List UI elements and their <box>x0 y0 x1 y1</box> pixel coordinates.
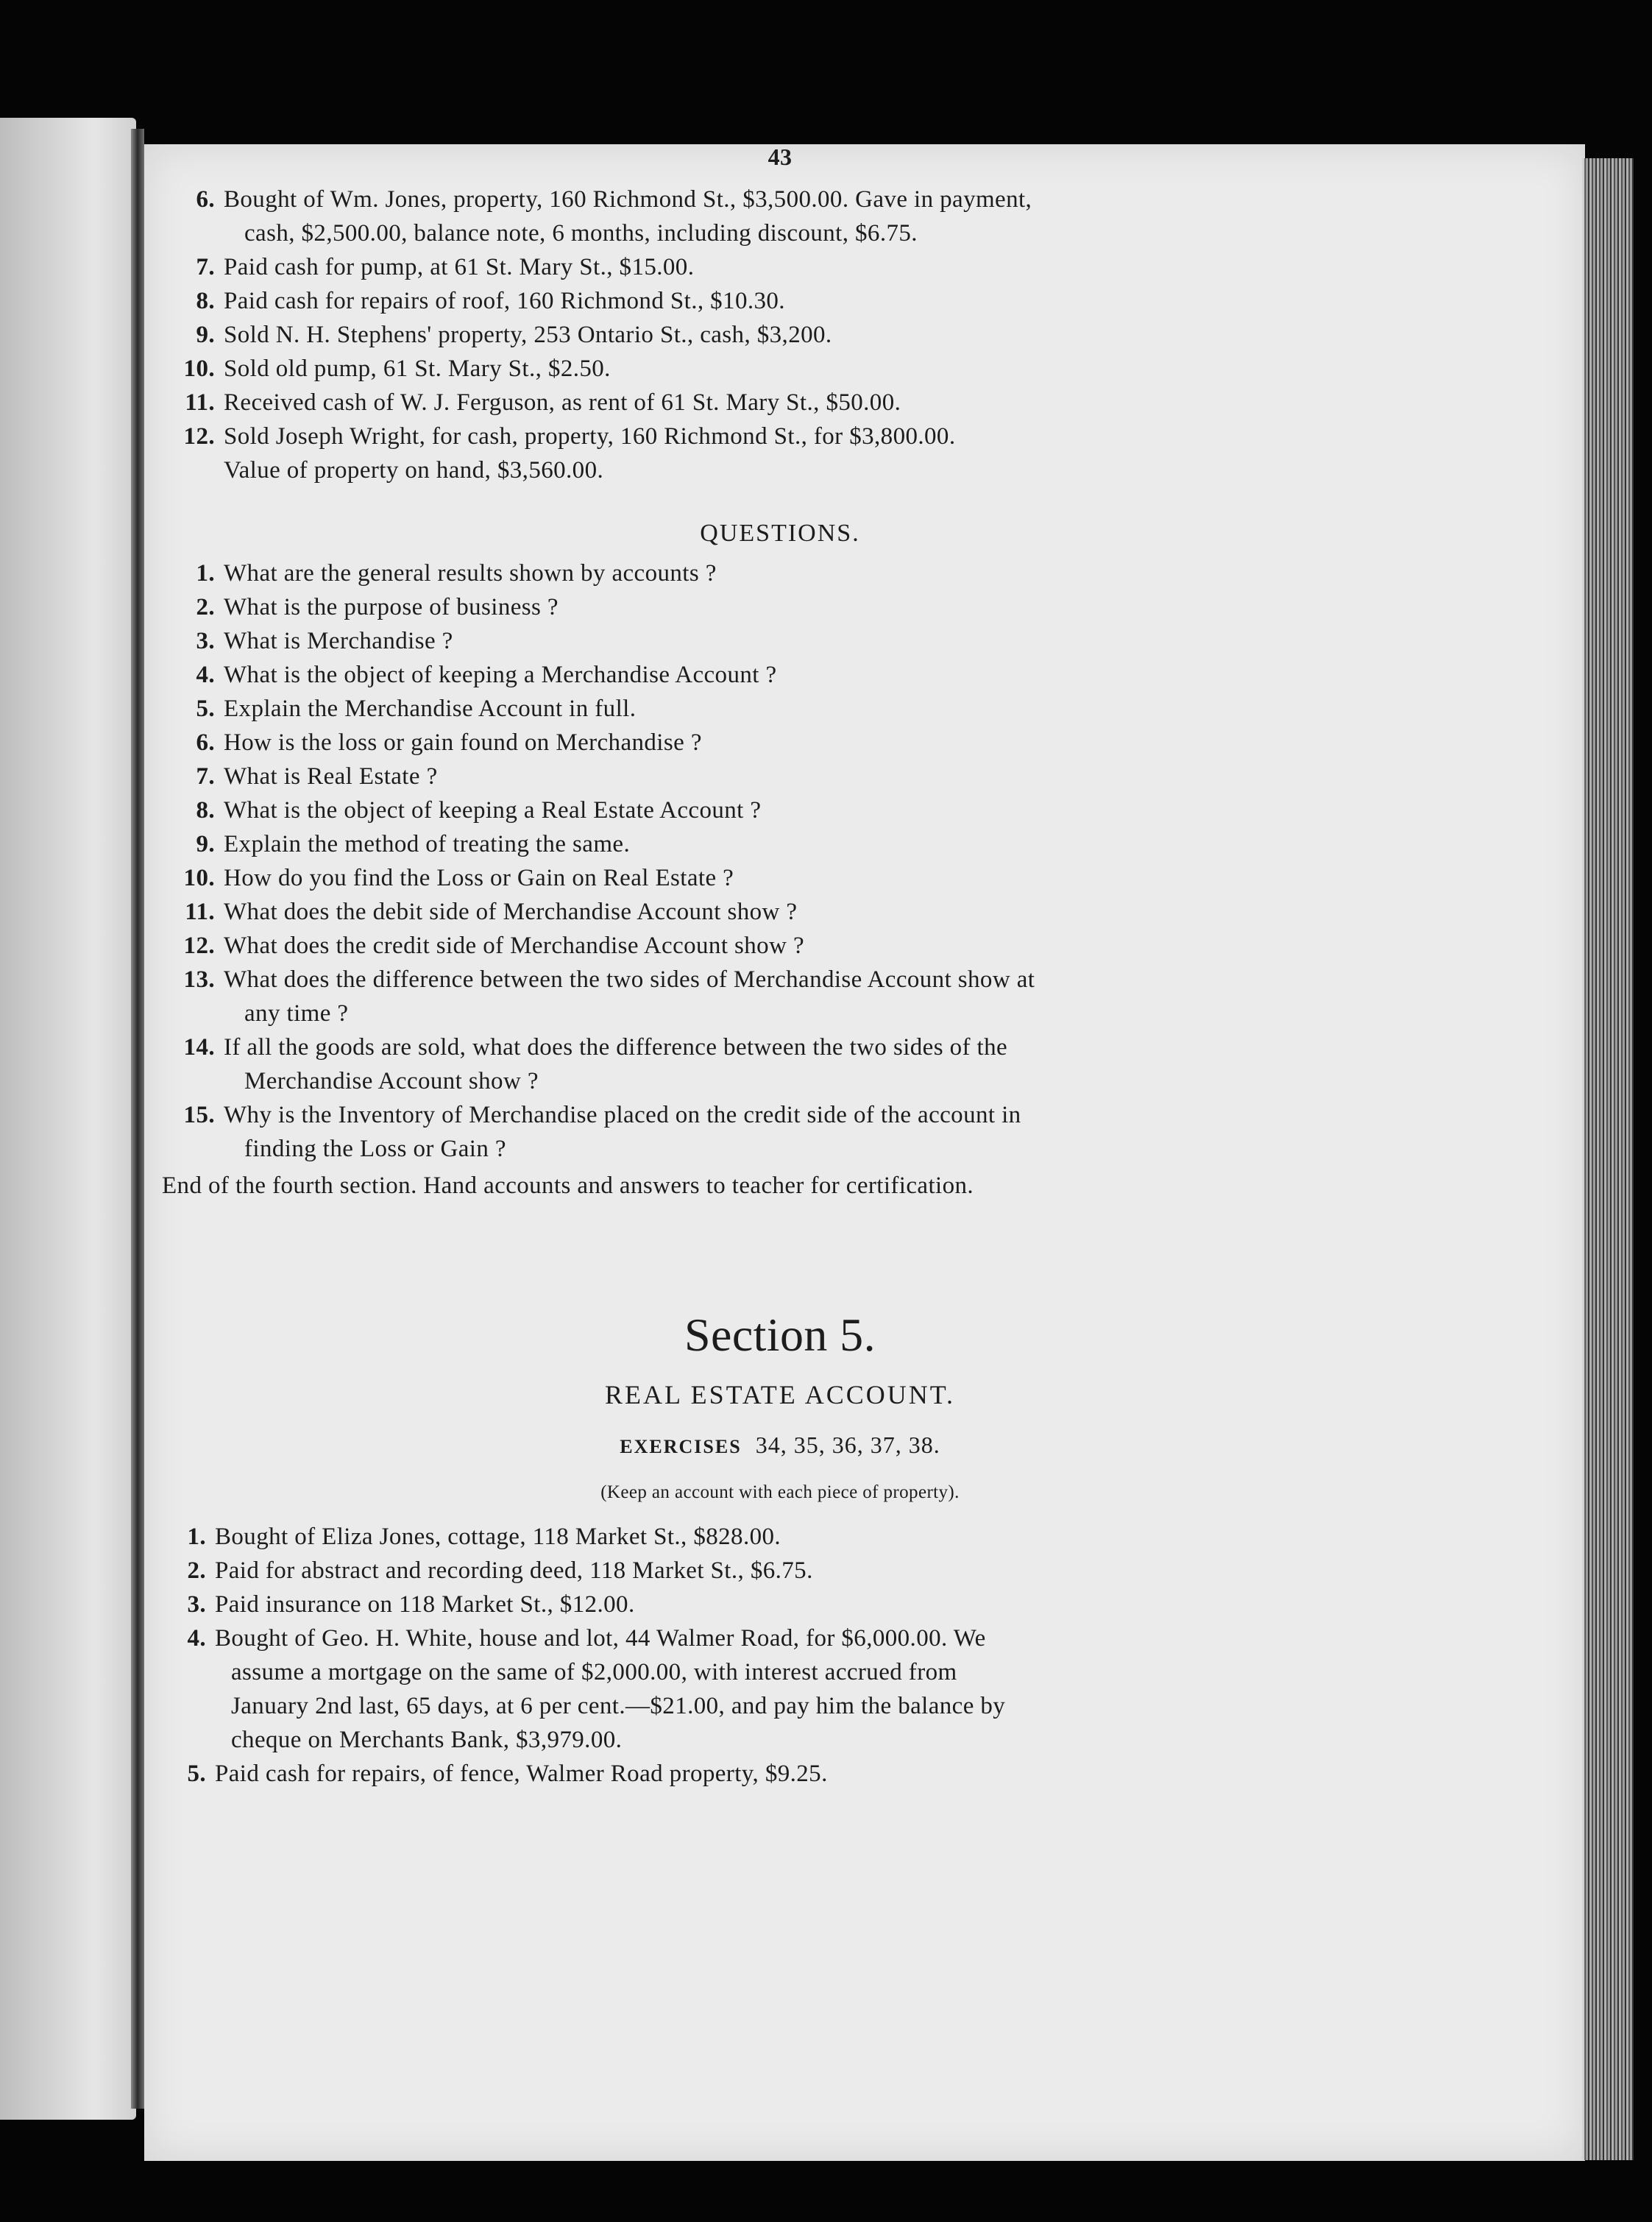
question-text: Explain the method of treating the same. <box>224 831 631 857</box>
question-item <box>162 895 1398 929</box>
item-number: 7. <box>196 254 215 280</box>
exercises-numbers: 34, 35, 36, 37, 38. <box>755 1432 940 1458</box>
question-item <box>162 726 1398 760</box>
item-number: 4. <box>187 1625 206 1652</box>
item-number: 9. <box>196 322 215 348</box>
question-text: How do you find the Loss or Gain on Real Estate ? <box>224 865 734 891</box>
transaction-item <box>162 284 1398 318</box>
item-line: Bought of Geo. H. White, house and lot, 44 Walmer Road, for $6,000.00. We <box>215 1625 986 1652</box>
question-number: 3. <box>196 628 215 654</box>
question-text: What does the debit side of Merchandise Account show ? <box>224 899 798 925</box>
question-number: 6. <box>196 729 215 756</box>
item-line: Received cash of W. J. Ferguson, as rent of 61 St. Mary St., $50.00. <box>224 389 901 416</box>
questions-list <box>162 556 1398 1166</box>
question-number: 15. <box>183 1102 215 1128</box>
question-number: 12. <box>183 933 215 959</box>
question-item <box>162 590 1398 624</box>
question-item <box>162 760 1398 793</box>
item-text <box>224 420 1398 487</box>
item-text <box>215 1621 1398 1757</box>
item-line: Sold old pump, 61 St. Mary St., $2.50. <box>224 355 611 382</box>
question-number: 4. <box>196 662 215 688</box>
item-line: Paid cash for pump, at 61 St. Mary St., $15.00. <box>224 254 695 280</box>
item-text <box>224 183 1398 250</box>
page-edges <box>1582 158 1634 2160</box>
item-number: 12. <box>183 423 215 450</box>
question-text: What is Merchandise ? <box>224 628 453 654</box>
item-line: January 2nd last, 65 days, at 6 per cent.—$21.00, and pay him the balance by <box>231 1693 1006 1719</box>
exercises-line <box>162 1428 1398 1464</box>
transactions-list <box>162 183 1398 487</box>
section5-item <box>162 1520 1398 1554</box>
section-subtitle: REAL ESTATE ACCOUNT. <box>604 1380 956 1409</box>
item-line: cash, $2,500.00, balance note, 6 months, including discount, $6.75. <box>244 220 918 247</box>
item-line: Paid cash for repairs of roof, 160 Richmond St., $10.30. <box>224 288 785 314</box>
question-number: 1. <box>196 560 215 587</box>
item-line: assume a mortgage on the same of $2,000.00, with interest accrued from <box>231 1659 957 1685</box>
page-content <box>162 140 1398 1791</box>
page-number: 43 <box>767 144 793 170</box>
question-line: What does the difference between the two sides of Merchandise Account show at <box>224 966 1035 993</box>
question-number: 5. <box>196 696 215 722</box>
item-number: 6. <box>196 186 215 213</box>
question-item <box>162 556 1398 590</box>
item-number: 11. <box>185 389 215 416</box>
transaction-item <box>162 352 1398 386</box>
item-line: cheque on Merchants Bank, $3,979.00. <box>231 1727 623 1753</box>
question-text: What does the credit side of Merchandise Account show ? <box>224 933 805 959</box>
question-line: any time ? <box>244 1000 349 1027</box>
question-text: What is Real Estate ? <box>224 763 438 790</box>
item-line: Value of property on hand, $3,560.00. <box>224 457 604 484</box>
book-spine <box>131 129 144 2109</box>
question-text: What are the general results shown by accounts ? <box>224 560 717 587</box>
question-text: Explain the Merchandise Account in full. <box>224 696 637 722</box>
question-text <box>224 963 1398 1030</box>
end-of-section-note: End of the fourth section. Hand accounts and answers to teacher for certification. <box>162 1172 974 1199</box>
question-item <box>162 929 1398 963</box>
question-line: Merchandise Account show ? <box>244 1068 539 1094</box>
section5-item <box>162 1757 1398 1791</box>
question-text: What is the object of keeping a Real Estate Account ? <box>224 797 762 824</box>
question-number: 9. <box>196 831 215 857</box>
question-number: 10. <box>183 865 215 891</box>
item-number: 3. <box>187 1591 206 1618</box>
question-text <box>224 1098 1398 1166</box>
question-line: If all the goods are sold, what does the difference between the two sides of the <box>224 1034 1008 1061</box>
item-number: 5. <box>187 1761 206 1787</box>
question-item <box>162 1030 1398 1098</box>
questions-heading: QUESTIONS. <box>700 520 860 547</box>
section5-item <box>162 1621 1398 1757</box>
item-line: Paid cash for repairs, of fence, Walmer Road property, $9.25. <box>215 1761 828 1787</box>
transaction-item <box>162 183 1398 250</box>
question-number: 14. <box>183 1034 215 1061</box>
question-line: Why is the Inventory of Merchandise placed on the credit side of the account in <box>224 1102 1021 1128</box>
section5-list <box>162 1520 1398 1791</box>
question-number: 11. <box>185 899 215 925</box>
item-number: 2. <box>187 1557 206 1584</box>
transaction-item <box>162 250 1398 284</box>
question-item <box>162 1098 1398 1166</box>
question-item <box>162 692 1398 726</box>
item-number: 10. <box>183 355 215 382</box>
question-text: How is the loss or gain found on Merchandise ? <box>224 729 702 756</box>
question-item <box>162 793 1398 827</box>
transaction-item <box>162 318 1398 352</box>
question-item <box>162 624 1398 658</box>
question-number: 8. <box>196 797 215 824</box>
question-item <box>162 861 1398 895</box>
question-line: finding the Loss or Gain ? <box>244 1136 506 1162</box>
section5-item <box>162 1554 1398 1588</box>
question-text <box>224 1030 1398 1098</box>
section5-item <box>162 1588 1398 1621</box>
question-text: What is the purpose of business ? <box>224 594 559 620</box>
transaction-item <box>162 420 1398 487</box>
item-line: Bought of Wm. Jones, property, 160 Richmond St., $3,500.00. Gave in payment, <box>224 186 1032 213</box>
question-item <box>162 827 1398 861</box>
item-line: Paid insurance on 118 Market St., $12.00. <box>215 1591 635 1618</box>
question-number: 7. <box>196 763 215 790</box>
item-line: Sold N. H. Stephens' property, 253 Ontario St., cash, $3,200. <box>224 322 832 348</box>
item-line: Sold Joseph Wright, for cash, property, 160 Richmond St., for $3,800.00. <box>224 423 956 450</box>
item-number: 8. <box>196 288 215 314</box>
question-item <box>162 658 1398 692</box>
question-text: What is the object of keeping a Merchandise Account ? <box>224 662 777 688</box>
question-item <box>162 963 1398 1030</box>
question-number: 13. <box>183 966 215 993</box>
keep-account-note: (Keep an account with each piece of property). <box>600 1482 960 1502</box>
left-page-edge <box>0 118 136 2120</box>
item-number: 1. <box>187 1524 206 1550</box>
section-title: Section 5. <box>684 1309 876 1361</box>
transaction-item <box>162 386 1398 420</box>
question-number: 2. <box>196 594 215 620</box>
item-line: Bought of Eliza Jones, cottage, 118 Market St., $828.00. <box>215 1524 781 1550</box>
exercises-label: EXERCISES <box>620 1436 742 1457</box>
item-line: Paid for abstract and recording deed, 118 Market St., $6.75. <box>215 1557 813 1584</box>
